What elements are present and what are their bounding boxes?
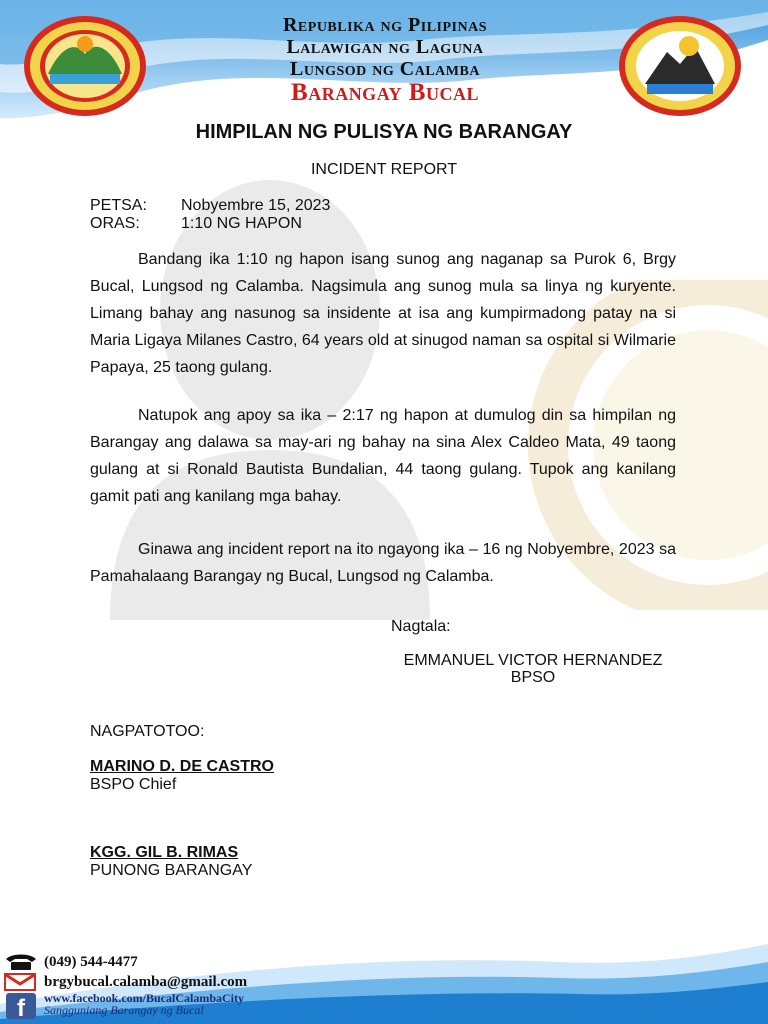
date-value: Nobyembre 15, 2023 [181,197,331,214]
recorder-title: BPSO [510,669,556,686]
report-meta [90,197,330,233]
phone-icon [4,953,44,971]
header-line-province: Lalawigan ng Laguna [286,36,484,58]
recorder-block [388,652,678,686]
email-address: brgybucal.calamba@gmail.com [44,973,248,990]
signatory-name: KGG. GIL B. RIMAS [90,844,239,861]
signatory-title: BSPO Chief [90,776,177,793]
organization-name: Sangguniang Barangay ng Bucal [44,1003,204,1017]
facebook-url: www.facebook.com/BucalCalambaCity [44,991,244,1005]
signatory-title: PUNONG BARANGAY [90,862,253,879]
time-label: ORAS: [90,215,140,232]
contact-info [4,952,247,1020]
signatory [90,758,274,794]
time-value: 1:10 NG HAPON [181,215,302,232]
phone-number: (049) 544-4477 [44,953,138,970]
document-title: HIMPILAN NG PULISYA NG BARANGAY [195,121,573,143]
document-subtitle: INCIDENT REPORT [310,161,458,178]
signatory-name: MARINO D. DE CASTRO [90,758,274,775]
recorder-name: EMMANUEL VICTOR HERNANDEZ [403,652,663,669]
header-line-city: Lungsod ng Calamba [290,58,480,80]
government-header [160,14,610,106]
paragraph-incident: Bandang ika 1:10 ng hapon isang sunog ang naganap sa Purok 6, Brgy Bucal, Lungsod ng Calamba. Nagsimula ang sunog mula sa linya ng kuryente. Limang bahay ang nasunog sa insidente at isa ang kumpirmadong patay na si Maria Ligaya Milanes Castro, 64 years old at sinugod naman sa ospital si Wilmarie Papaya, 25 taong gulang. [90,251,676,376]
facebook-icon [4,992,44,1020]
header-barangay: Barangay Bucal [291,79,479,106]
barangay-bucal-seal-icon [22,14,148,118]
recorded-label: Nagtala: [391,618,451,635]
gmail-icon [4,973,44,991]
header-line-republic: Republika ng Pilipinas [282,14,488,36]
paragraph-aftermath: Natupok ang apoy sa ika – 2:17 ng hapon at dumulog din sa himpilan ng Barangay ang dalawa sa may-ari ng bahay na sina Alex Caldeo Mata, 49 taong gulang at si Ronald Bautista Bundalian, 44 taong gulang. Tupok ang kanilang gamit pati ang kanilang mga bahay. [90,407,676,505]
svg-text:f: f [17,995,25,1019]
paragraph-closing: Ginawa ang incident report na ito ngayong ika – 16 ng Nobyembre, 2023 sa Pamahalaang Barangay ng Bucal, Lungsod ng Calamba. [90,541,676,585]
calamba-city-seal-icon [617,14,743,118]
signatory [90,844,252,880]
date-label: PETSA: [90,197,147,214]
attested-label: NAGPATOTOO: [90,723,205,740]
